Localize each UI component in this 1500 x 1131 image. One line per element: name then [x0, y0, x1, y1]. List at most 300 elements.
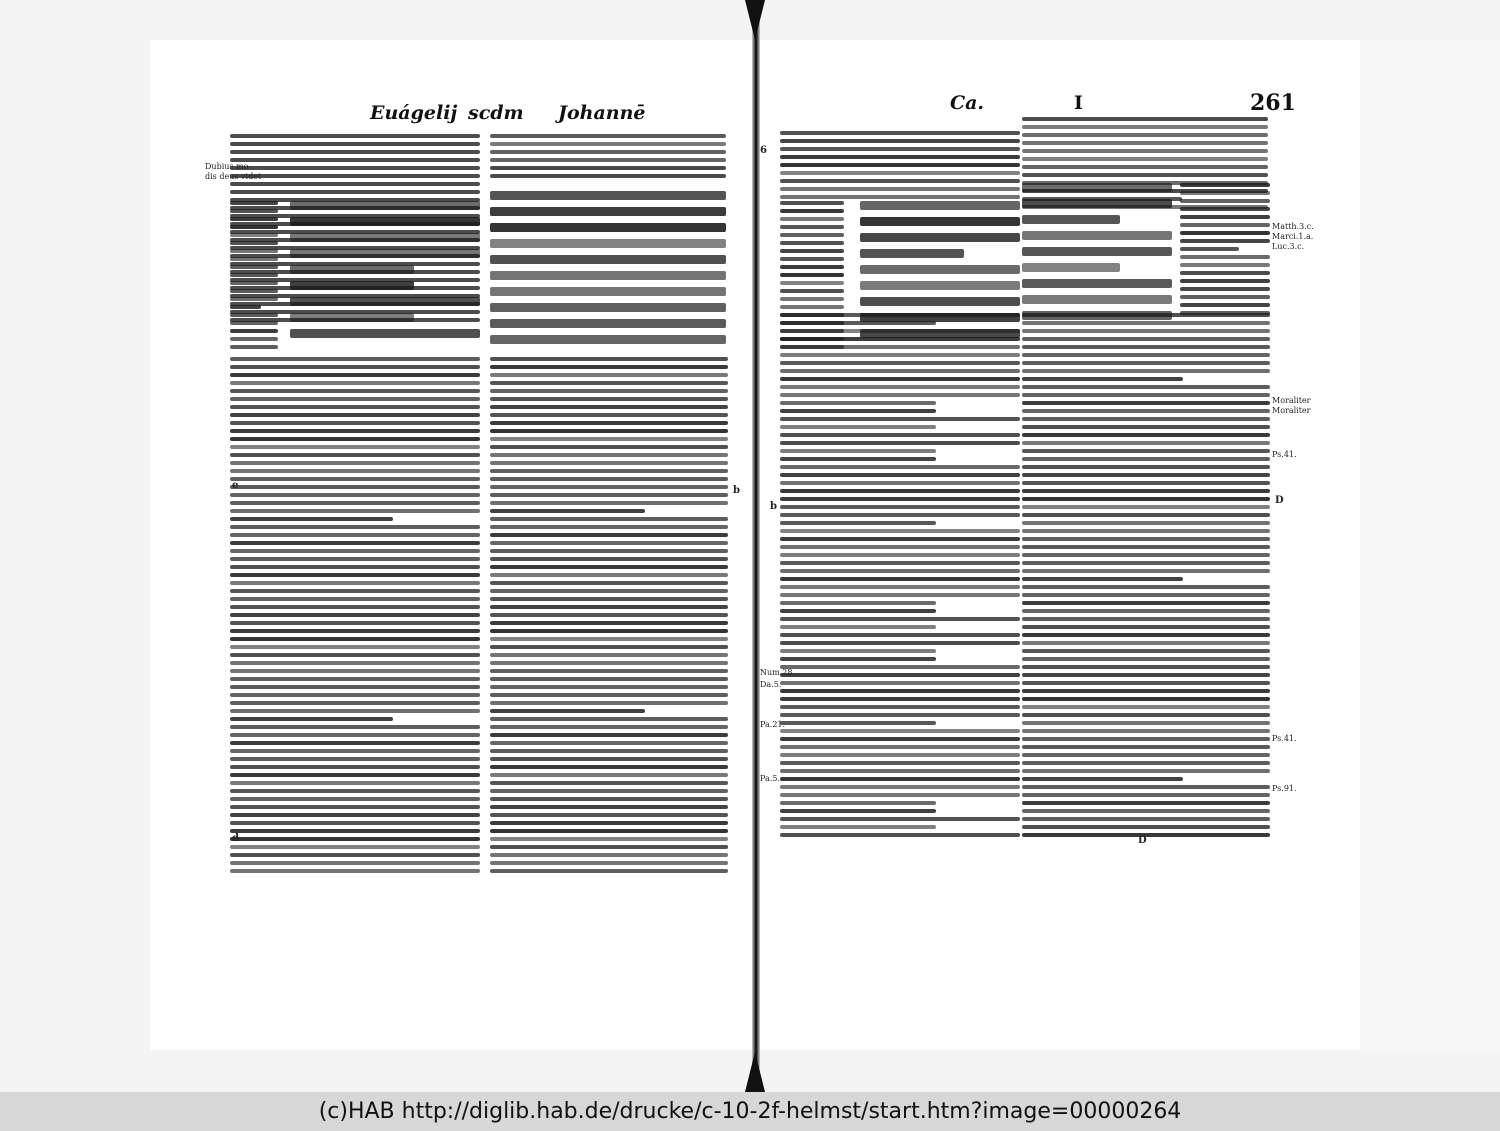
text-line [780, 385, 1020, 389]
text-line [230, 201, 278, 205]
text-line [1022, 337, 1270, 341]
text-line [230, 677, 480, 681]
text-line [230, 837, 480, 841]
text-line [490, 829, 728, 833]
text-line [490, 805, 728, 809]
text-line [1022, 215, 1120, 224]
right-commentary-body-left [780, 312, 1020, 842]
text-line [1022, 785, 1270, 789]
text-line [230, 853, 480, 857]
text-line [490, 797, 728, 801]
text-line [780, 713, 1020, 717]
text-line [780, 729, 1020, 733]
text-line [490, 677, 728, 681]
text-line [1022, 417, 1270, 421]
text-line [1022, 633, 1270, 637]
text-line [230, 573, 480, 577]
text-line [230, 757, 480, 761]
text-line [780, 131, 1020, 135]
text-line [1022, 369, 1270, 373]
text-line [490, 813, 728, 817]
text-line [1022, 737, 1270, 741]
text-line [230, 405, 480, 409]
text-line [230, 142, 480, 146]
text-line [230, 709, 480, 713]
text-line [1022, 473, 1270, 477]
text-line [1022, 489, 1270, 493]
text-line [490, 413, 728, 417]
text-line [1022, 449, 1270, 453]
right-margin-ref-10: Da.5. [760, 680, 782, 689]
text-line [490, 837, 728, 841]
text-line [230, 217, 278, 221]
text-line [490, 589, 728, 593]
footer-credit-bar [0, 1092, 1500, 1131]
text-line [230, 357, 480, 361]
text-line [1180, 255, 1270, 259]
text-line [780, 505, 1020, 509]
text-line [780, 809, 936, 813]
text-line [490, 757, 728, 761]
text-line [780, 297, 844, 301]
text-line [230, 174, 480, 178]
text-line [290, 281, 414, 290]
text-line [780, 273, 844, 277]
text-line [490, 509, 645, 513]
text-line [230, 265, 278, 269]
text-line [230, 305, 261, 309]
text-line [230, 829, 480, 833]
text-line [780, 417, 1020, 421]
text-line [780, 187, 1020, 191]
text-line [490, 365, 728, 369]
text-line [290, 297, 480, 306]
text-line [1022, 353, 1270, 357]
text-line [230, 321, 278, 325]
left-running-head-1: Euágelij [370, 102, 458, 124]
text-line [230, 613, 480, 617]
text-line [490, 701, 728, 705]
text-line [1022, 457, 1270, 461]
text-line [1180, 199, 1270, 203]
text-line [780, 489, 1020, 493]
text-line [230, 637, 480, 641]
text-line [1022, 263, 1120, 272]
text-line [490, 525, 728, 529]
text-line [1022, 553, 1270, 557]
text-line [780, 825, 936, 829]
text-line [780, 793, 1020, 797]
text-line [1022, 279, 1172, 288]
text-line [230, 653, 480, 657]
text-line [490, 477, 728, 481]
text-line [1022, 157, 1268, 161]
text-line [1022, 825, 1270, 829]
text-line [1180, 279, 1270, 283]
text-line [230, 525, 480, 529]
text-line [780, 553, 1020, 557]
left-commentary-body-left [230, 356, 480, 876]
text-line [780, 617, 1020, 621]
text-line [490, 781, 728, 785]
text-line [230, 845, 480, 849]
text-line [490, 845, 728, 849]
right-page [760, 40, 1360, 1050]
text-line [230, 597, 480, 601]
text-line [780, 609, 936, 613]
text-line [490, 653, 728, 657]
text-line [490, 669, 728, 673]
text-line [780, 433, 1020, 437]
text-line [780, 449, 936, 453]
text-line [1180, 239, 1270, 243]
text-line [1022, 149, 1268, 153]
text-line [230, 725, 480, 729]
text-line [490, 637, 728, 641]
text-line [230, 273, 278, 277]
left-commentary-body-right [490, 356, 728, 876]
text-line [230, 373, 480, 377]
text-line [1022, 521, 1270, 525]
text-line [490, 373, 728, 377]
text-line [780, 241, 844, 245]
text-line [490, 557, 728, 561]
text-line [490, 733, 728, 737]
text-line [780, 281, 844, 285]
text-line [1022, 793, 1270, 797]
text-line [780, 377, 1020, 381]
text-line [490, 239, 726, 248]
text-line [1022, 425, 1270, 429]
text-line [230, 517, 393, 521]
text-line [230, 661, 480, 665]
text-line [1022, 513, 1270, 517]
text-line [490, 421, 728, 425]
text-line [1022, 769, 1270, 773]
text-line [230, 190, 480, 194]
text-line [490, 501, 728, 505]
text-line [230, 565, 480, 569]
text-line [230, 345, 278, 349]
text-line [490, 461, 728, 465]
right-gloss-side [1180, 182, 1270, 322]
text-line [1022, 393, 1270, 397]
text-line [1022, 617, 1270, 621]
text-line [780, 209, 844, 213]
right-outer-margin [1360, 40, 1500, 1050]
text-line [1022, 585, 1270, 589]
left-margin-letter-d: d [232, 833, 239, 844]
text-line [780, 361, 1020, 365]
right-margin-letter-d-bottom: D [1138, 835, 1147, 846]
text-line [230, 557, 480, 561]
text-line [780, 681, 1020, 685]
text-line [780, 817, 1020, 821]
text-line [780, 353, 1020, 357]
text-line [230, 225, 278, 229]
right-commentary-body-right [1022, 312, 1270, 842]
text-line [780, 737, 1020, 741]
text-line [290, 265, 414, 274]
text-line [230, 581, 480, 585]
text-line [1180, 191, 1270, 195]
text-line [230, 549, 480, 553]
text-line [780, 745, 1020, 749]
text-line [230, 429, 480, 433]
text-line [1022, 117, 1268, 121]
text-line [490, 621, 728, 625]
text-line [490, 303, 726, 312]
text-line [230, 869, 480, 873]
text-line [1022, 529, 1270, 533]
text-line [230, 209, 278, 213]
right-margin-ref-4: Moraliter [1272, 396, 1311, 405]
text-line [490, 429, 728, 433]
text-line [780, 473, 1020, 477]
left-margin-note-1: Dubius mo- [205, 162, 252, 171]
text-line [860, 297, 1020, 306]
text-line [1022, 665, 1270, 669]
right-commentary-column-top [780, 130, 1020, 200]
text-line [1022, 361, 1270, 365]
right-margin-ref-6: Ps.41. [1272, 450, 1297, 459]
text-line [780, 769, 1020, 773]
text-line [230, 461, 480, 465]
text-line [230, 281, 278, 285]
text-line [780, 777, 1020, 781]
text-line [230, 789, 480, 793]
text-line [780, 401, 936, 405]
text-line [1022, 247, 1172, 256]
text-line [860, 201, 1020, 210]
text-line [780, 195, 1020, 199]
text-line [780, 147, 1020, 151]
gutter-spike-top [745, 0, 765, 40]
text-line [780, 649, 936, 653]
text-line [490, 389, 728, 393]
text-line [1022, 133, 1268, 137]
text-line [230, 469, 480, 473]
text-line [230, 437, 480, 441]
text-line [780, 521, 936, 525]
text-line [230, 693, 480, 697]
text-line [230, 741, 480, 745]
footer-credit-text: (c)HAB http://diglib.hab.de/drucke/c-10-2f-helmst/start.htm?image=00000264 [318, 1099, 1182, 1124]
text-line [1022, 561, 1270, 565]
text-line [230, 821, 480, 825]
text-line [1022, 601, 1270, 605]
text-line [1022, 593, 1270, 597]
text-line [780, 457, 936, 461]
right-margin-ref-12: Pa.5. [760, 774, 780, 783]
text-line [780, 569, 1020, 573]
text-line [290, 329, 480, 338]
text-line [1022, 609, 1270, 613]
text-line [780, 673, 1020, 677]
text-line [780, 753, 1020, 757]
text-line [1022, 433, 1270, 437]
text-line [490, 174, 726, 178]
text-line [1022, 537, 1270, 541]
text-line [230, 241, 278, 245]
text-line [230, 541, 480, 545]
text-line [490, 271, 726, 280]
text-line [230, 297, 278, 301]
text-line [860, 281, 1020, 290]
text-line [230, 453, 480, 457]
text-line [780, 641, 1020, 645]
text-line [1022, 125, 1268, 129]
text-line [1180, 271, 1270, 275]
text-line [780, 289, 844, 293]
text-line [490, 821, 728, 825]
text-line [230, 397, 480, 401]
text-line [780, 561, 1020, 565]
left-commentary-right-top [490, 133, 726, 185]
text-line [230, 389, 480, 393]
text-line [780, 425, 936, 429]
text-line [1022, 817, 1270, 821]
text-line [1022, 641, 1270, 645]
text-line [1022, 681, 1270, 685]
text-line [230, 509, 480, 513]
text-line [1022, 321, 1270, 325]
text-line [860, 217, 1020, 226]
text-line [230, 797, 480, 801]
text-line [290, 313, 414, 322]
text-line [1022, 721, 1270, 725]
text-line [490, 549, 728, 553]
text-line [1022, 649, 1270, 653]
left-margin-letter-b: b [733, 485, 740, 496]
left-bible-text-large [290, 200, 480, 350]
text-line [230, 669, 480, 673]
text-line [780, 633, 1020, 637]
text-line [1022, 183, 1172, 192]
text-line [490, 437, 728, 441]
text-line [490, 573, 728, 577]
text-line [490, 765, 728, 769]
text-line [1022, 809, 1270, 813]
text-line [490, 445, 728, 449]
text-line [1022, 401, 1270, 405]
text-line [1022, 745, 1270, 749]
text-line [1022, 385, 1270, 389]
left-bible-text-large-right [490, 190, 726, 350]
text-line [230, 805, 480, 809]
text-line [1180, 303, 1270, 307]
text-line [230, 589, 480, 593]
text-line [230, 533, 480, 537]
text-line [1180, 295, 1270, 299]
text-line [230, 413, 480, 417]
text-line [1022, 141, 1268, 145]
right-margin-ref-2: Marci.1.a. [1272, 232, 1314, 241]
text-line [1180, 183, 1270, 187]
text-line [780, 601, 936, 605]
text-line [230, 733, 480, 737]
text-line [230, 685, 480, 689]
text-line [780, 163, 1020, 167]
text-line [780, 265, 844, 269]
text-line [1022, 753, 1270, 757]
text-line [490, 661, 728, 665]
text-line [230, 313, 278, 317]
text-line [490, 469, 728, 473]
text-line [490, 453, 728, 457]
text-line [490, 685, 728, 689]
text-line [490, 191, 726, 200]
text-line [780, 833, 1020, 837]
text-line [1022, 313, 1270, 317]
text-line [230, 257, 278, 261]
right-margin-ref-1: Matth.3.c. [1272, 222, 1314, 231]
text-line [1022, 231, 1172, 240]
text-line [860, 265, 1020, 274]
text-line [1022, 173, 1268, 177]
text-line [490, 869, 728, 873]
text-line [230, 134, 480, 138]
text-line [490, 255, 726, 264]
text-line [780, 201, 844, 205]
text-line [780, 369, 1020, 373]
text-line [780, 329, 1020, 333]
text-line [780, 139, 1020, 143]
text-line [780, 217, 844, 221]
left-margin-note-2: dis deus videt [205, 172, 262, 181]
text-line [490, 725, 728, 729]
text-line [1022, 577, 1183, 581]
text-line [230, 493, 480, 497]
text-line [780, 697, 1020, 701]
right-folio-number: 261 [1250, 90, 1296, 116]
text-line [1022, 705, 1270, 709]
text-line [1022, 441, 1270, 445]
text-line [780, 785, 1020, 789]
text-line [1180, 223, 1270, 227]
text-line [230, 158, 480, 162]
text-line [780, 577, 1020, 581]
left-page [150, 40, 754, 1050]
text-line [230, 233, 278, 237]
text-line [490, 541, 728, 545]
text-line [230, 645, 480, 649]
text-line [1022, 625, 1270, 629]
text-line [780, 393, 1020, 397]
text-line [230, 166, 480, 170]
text-line [780, 171, 1020, 175]
text-line [490, 517, 728, 521]
text-line [1022, 505, 1270, 509]
text-line [490, 485, 728, 489]
text-line [490, 629, 728, 633]
right-margin-ref-11: Pa.21. [760, 720, 786, 729]
text-line [230, 365, 480, 369]
right-chapter-number: I [1074, 92, 1083, 114]
text-line [230, 749, 480, 753]
text-line [1022, 409, 1270, 413]
text-line [490, 533, 728, 537]
text-line [1180, 287, 1270, 291]
text-line [230, 182, 480, 186]
text-line [780, 249, 844, 253]
text-line [1022, 801, 1270, 805]
text-line [290, 217, 480, 226]
left-running-head-3: Johannē [558, 102, 646, 124]
text-line [1022, 545, 1270, 549]
text-line [490, 319, 726, 328]
text-line [780, 665, 1020, 669]
